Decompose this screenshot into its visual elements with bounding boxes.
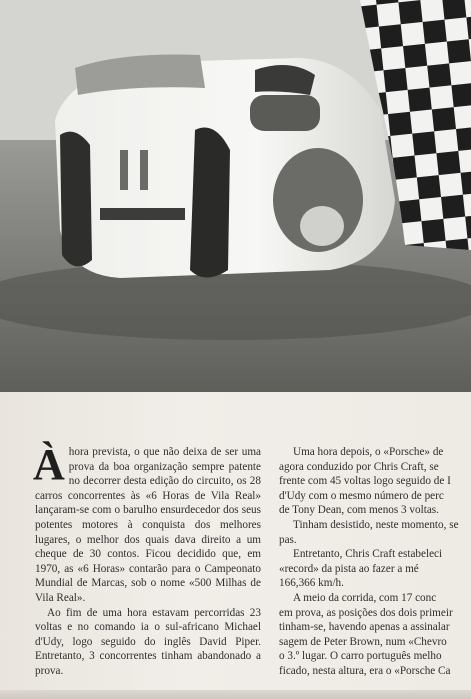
right-line: ficado, nesta altura, era o «Porsche Ca (279, 664, 451, 677)
right-line: frente com 45 voltas logo seguido de I (279, 475, 451, 488)
right-line: Entretanto, Chris Craft estabeleci (293, 548, 443, 561)
right-line: o 3.º lugar. O carro português melho (279, 650, 442, 663)
right-line: em prova, as posições dos dois primeir (279, 606, 453, 619)
right-line: tinham-se, havendo apenas a assinalar (279, 621, 450, 634)
right-line: 166,366 km/h. (279, 577, 344, 590)
right-line: de Tony Dean, com menos 3 voltas. (279, 504, 439, 517)
drop-cap: À (33, 440, 65, 489)
right-line: Uma hora depois, o «Porsche» de (293, 446, 444, 458)
right-line: d'Udy com o mesmo número de perc (279, 489, 444, 502)
right-line: pas. (279, 533, 297, 546)
article-paragraph-1 (33, 440, 261, 606)
right-line: «record» da pista ao fazer a mé (279, 562, 419, 575)
paragraph-1-text: hora prevista, o que não deixa de ser uma prova da boa organização sempre patente no decorrer desta edição do circuito, os 28 carros concorrentes às «6 Horas de Vila Real» lançaram-se com o barulho ensurdecedor dos seus potentes motores à conquista dos melhores lugares, o melhor dos quais dava direito a um cheque de 30 contos. Ficou decidido que, em 1970, as «6 Horas» contarão para o Campeonato Mundial de Marcas, sob o nome «500 Milhas de Vila Real». (35, 446, 261, 604)
right-line: Tinham desistido, neste momento, se (293, 518, 459, 531)
article-left-column (33, 440, 261, 679)
right-line: A meio da corrida, com 17 conc (293, 591, 437, 604)
right-line: agora conduzido por Chris Craft, se (279, 460, 439, 473)
article-paragraph-2: Ao fim de uma hora estavam percorridas 23 voltas e no comando ia o sul-africano Michael d'Udy, logo seguido do inglês David Piper. Entretanto, 3 concorrentes tinham abandonado a prova. (35, 606, 261, 677)
page-bottom-edge (0, 690, 471, 699)
right-line: sagem de Peter Brown, num «Chevro (279, 635, 447, 648)
article-right-column (279, 445, 471, 679)
